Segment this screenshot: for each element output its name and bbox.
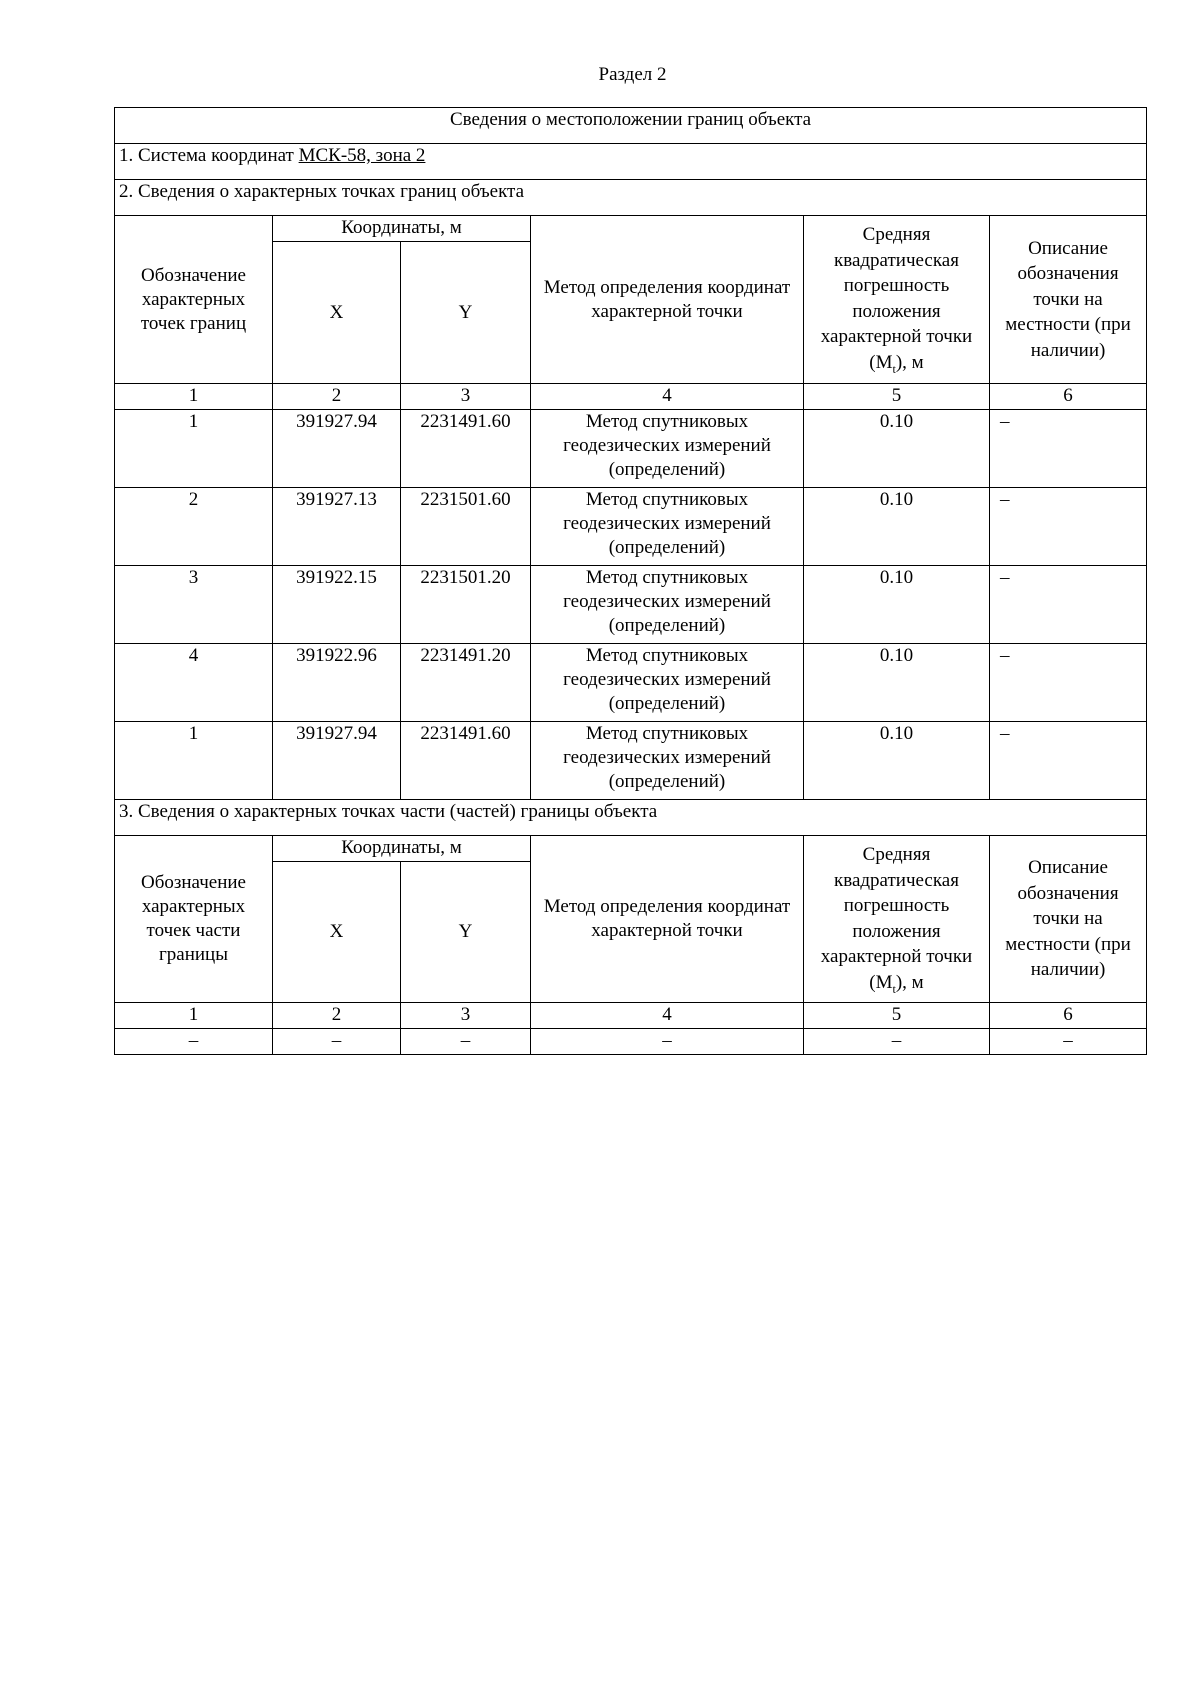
description: – [990, 566, 1147, 644]
error: 0.10 [804, 488, 990, 566]
col-number: 3 [401, 1002, 531, 1028]
part3-col-numbers [115, 1002, 1147, 1028]
table-row [115, 644, 1147, 722]
coord-system-prefix: 1. Система координат [119, 145, 299, 166]
part2-header-method: Метод определения координат характерной точки [531, 216, 804, 384]
table-row [115, 488, 1147, 566]
method: Метод спутниковых геодезических измерений (определений) [531, 644, 804, 722]
point-id: 2 [115, 488, 273, 566]
part3-header-x: X [273, 862, 401, 1003]
point-id: 3 [115, 566, 273, 644]
part2-header-coords: Координаты, м [273, 216, 531, 242]
part3-header-y: Y [401, 862, 531, 1003]
method: Метод спутниковых геодезических измерений (определений) [531, 566, 804, 644]
col-number: 2 [273, 384, 401, 410]
col-number: 5 [804, 1002, 990, 1028]
empty-cell: – [401, 1028, 531, 1054]
coord-y: 2231491.60 [401, 410, 531, 488]
part2-header-error: Средняя квадратическая погрешность положения характерной точки $(M_t)$, м [804, 216, 990, 384]
col-number: 4 [531, 384, 804, 410]
part3-header-desc: Описание обозначения точки на местности (при наличии) [990, 836, 1147, 1003]
coord-x: 391927.94 [273, 722, 401, 800]
coord-x: 391922.96 [273, 644, 401, 722]
table-row [115, 722, 1147, 800]
col-number: 5 [804, 384, 990, 410]
col-number: 6 [990, 384, 1147, 410]
coord-system-value: МСК-58, зона 2 [298, 145, 426, 166]
part3-header-coords: Координаты, м [273, 836, 531, 862]
description: – [990, 644, 1147, 722]
col-number: 2 [273, 1002, 401, 1028]
method: Метод спутниковых геодезических измерений (определений) [531, 410, 804, 488]
part2-header-row-1 [115, 216, 1147, 242]
table-row [115, 566, 1147, 644]
description: – [990, 722, 1147, 800]
part2-title: 2. Сведения о характерных точках границ объекта [115, 180, 1147, 216]
part2-header-y: Y [401, 242, 531, 384]
point-id: 4 [115, 644, 273, 722]
error: 0.10 [804, 722, 990, 800]
part2-header-x: X [273, 242, 401, 384]
col-number: 4 [531, 1002, 804, 1028]
coord-system [115, 144, 1147, 180]
part2-col-numbers [115, 384, 1147, 410]
part3-title: 3. Сведения о характерных точках части (частей) границы объекта [115, 800, 1147, 836]
col-number: 1 [115, 1002, 273, 1028]
coord-y: 2231491.60 [401, 722, 531, 800]
description: – [990, 488, 1147, 566]
empty-cell: – [531, 1028, 804, 1054]
part3-header-point: Обозначение характерных точек части границы [115, 836, 273, 1003]
coord-y: 2231501.20 [401, 566, 531, 644]
col-number: 6 [990, 1002, 1147, 1028]
part3-title-row [115, 800, 1147, 836]
coord-y: 2231501.60 [401, 488, 531, 566]
col-number: 1 [115, 384, 273, 410]
coord-system-row [115, 144, 1147, 180]
part3-header-error: Средняя квадратическая погрешность положения характерной точки $(M_t)$, м [804, 836, 990, 1003]
empty-cell: – [115, 1028, 273, 1054]
part2-header-point: Обозначение характерных точек границ [115, 216, 273, 384]
point-id: 1 [115, 410, 273, 488]
coord-x: 391922.15 [273, 566, 401, 644]
table-row [115, 1028, 1147, 1054]
col-number: 3 [401, 384, 531, 410]
coord-x: 391927.13 [273, 488, 401, 566]
empty-cell: – [273, 1028, 401, 1054]
part2-header-desc: Описание обозначения точки на местности (при наличии) [990, 216, 1147, 384]
description: – [990, 410, 1147, 488]
boundary-table [114, 107, 1147, 1055]
part3-header-method: Метод определения координат характерной точки [531, 836, 804, 1003]
empty-cell: – [804, 1028, 990, 1054]
point-id: 1 [115, 722, 273, 800]
empty-cell: – [990, 1028, 1147, 1054]
error: 0.10 [804, 410, 990, 488]
method: Метод спутниковых геодезических измерений (определений) [531, 722, 804, 800]
coord-y: 2231491.20 [401, 644, 531, 722]
coord-x: 391927.94 [273, 410, 401, 488]
section-title: Раздел 2 [598, 64, 667, 85]
table-title: Сведения о местоположении границ объекта [115, 108, 1147, 144]
method: Метод спутниковых геодезических измерений (определений) [531, 488, 804, 566]
table-title-row [115, 108, 1147, 144]
table-row [115, 410, 1147, 488]
part2-title-row [115, 180, 1147, 216]
part3-header-row-1 [115, 836, 1147, 862]
error: 0.10 [804, 566, 990, 644]
error: 0.10 [804, 644, 990, 722]
